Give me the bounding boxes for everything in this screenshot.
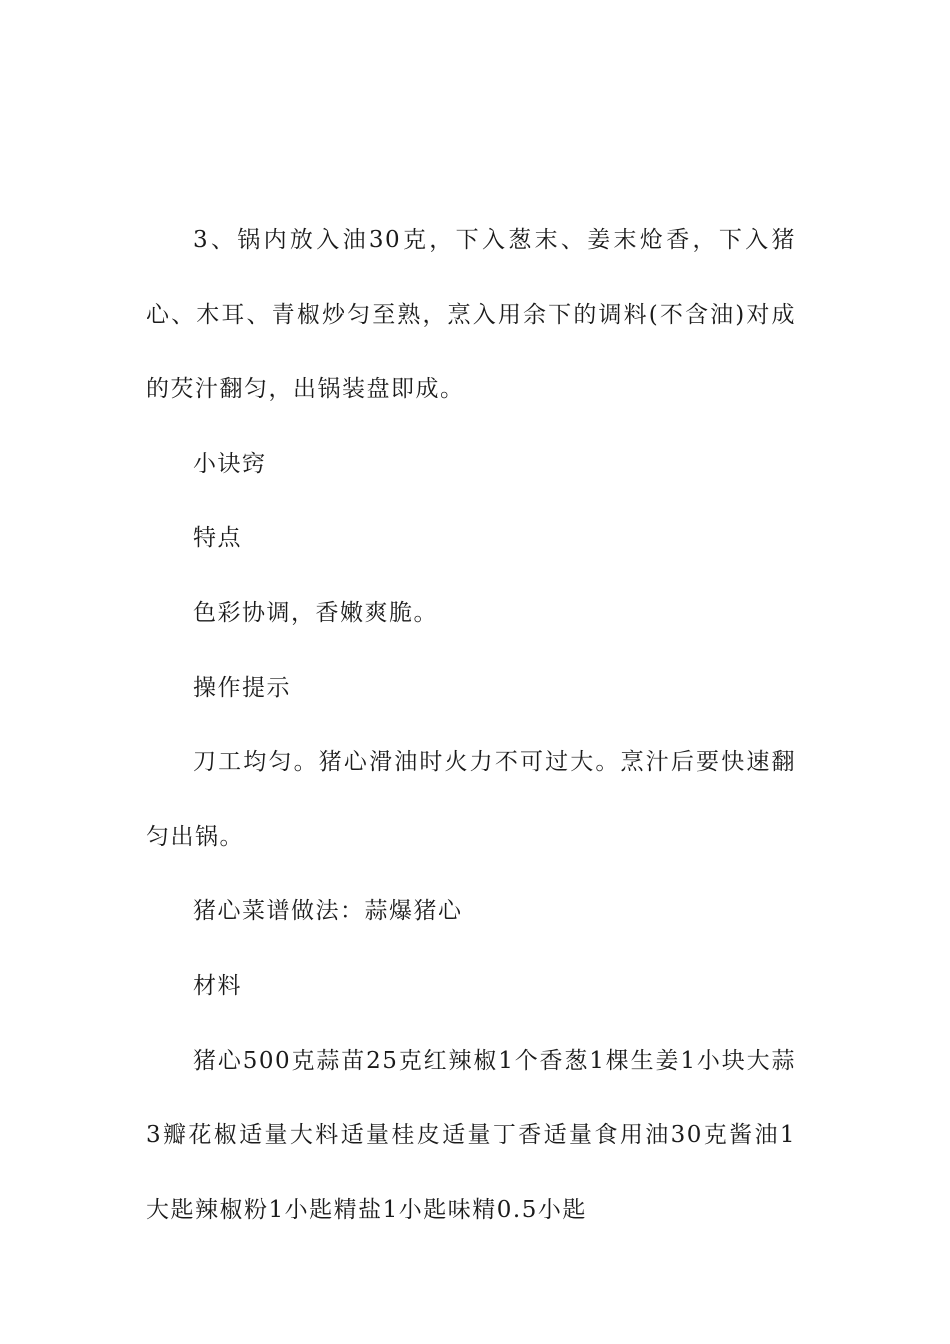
paragraph-ingredients: 猪心500克蒜苗25克红辣椒1个香葱1棵生姜1小块大蒜3瓣花椒适量大料适量桂皮适量丁香适量食用油30克酱油1大匙辣椒粉1小匙精盐1小匙味精0.5小匙 xyxy=(146,1047,796,1223)
paragraph-operation-tips: 刀工均匀。猪心滑油时火力不可过大。烹汁后要快速翻匀出锅。 xyxy=(146,749,796,850)
paragraph-step-3: 3、锅内放入油30克，下入葱末、姜末炝香，下入猪心、木耳、青椒炒匀至熟，烹入用余下的调料(不含油)对成的芡汁翻匀，出锅装盘即成。 xyxy=(146,227,796,403)
heading-features: 特点 xyxy=(193,525,242,552)
heading-recipe-title: 猪心菜谱做法：蒜爆猪心 xyxy=(193,898,463,925)
paragraph-features: 色彩协调，香嫩爽脆。 xyxy=(193,599,438,626)
heading-ingredients: 材料 xyxy=(193,972,242,999)
heading-operation-tips: 操作提示 xyxy=(193,674,291,701)
heading-tips: 小诀窍 xyxy=(193,450,267,477)
document-body xyxy=(146,203,796,1247)
